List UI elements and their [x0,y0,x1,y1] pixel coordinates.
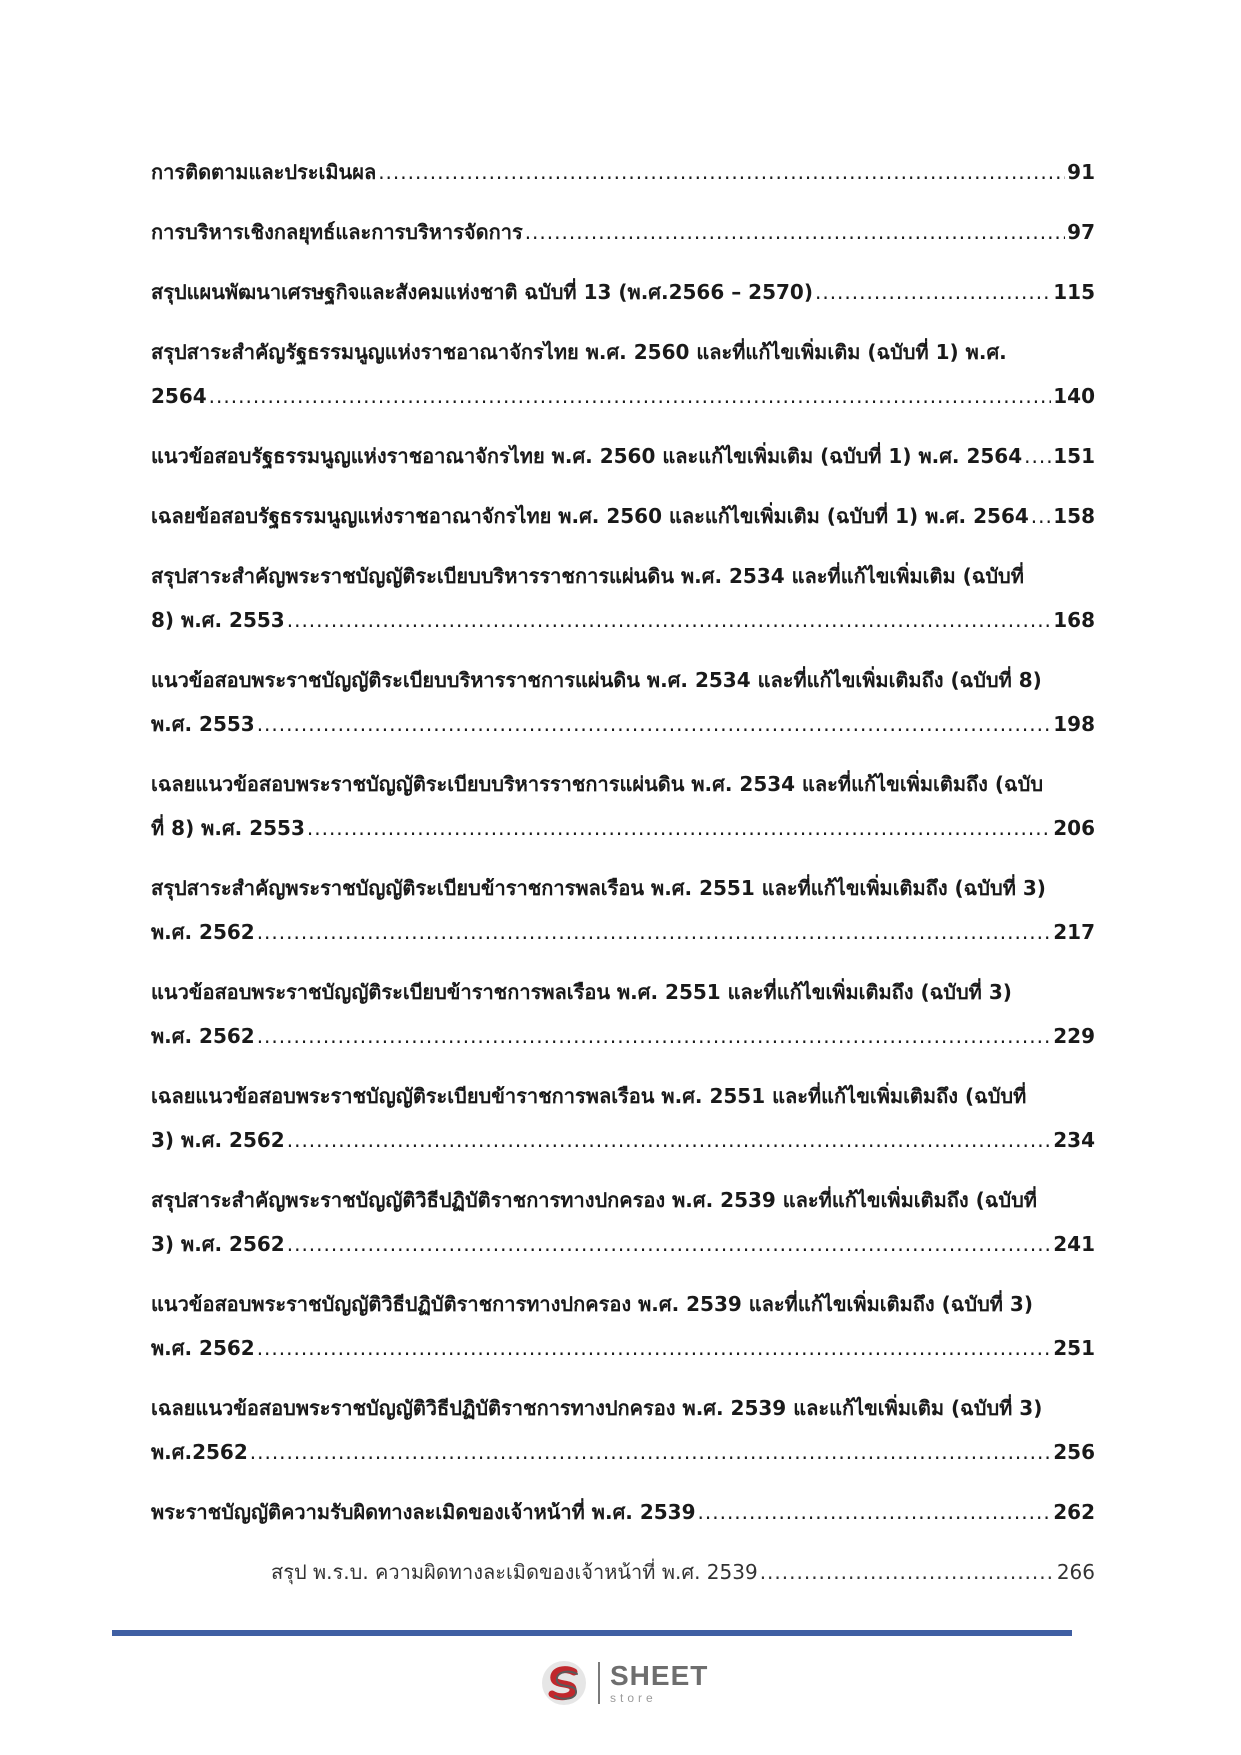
toc-entry[interactable] [151,866,1095,954]
footer-rule [112,1630,1072,1636]
sheet-logo-icon [540,1659,588,1707]
toc-entry-title: พ.ศ. 2562 [151,1336,255,1360]
toc-page-number: 241 [1053,1232,1095,1256]
toc-entry-title: สรุปแผนพัฒนาเศรษฐกิจและสังคมแห่งชาติ ฉบับที่ 13 (พ.ศ.2566 – 2570) [151,280,813,304]
toc-entry-title-line: สรุปสาระสำคัญพระราชบัญญัติระเบียบข้าราชการพลเรือน พ.ศ. 2551 และที่แก้ไขเพิ่มเติมถึง (ฉบับที่ 3) [151,876,1046,900]
toc-page-number: 97 [1067,220,1095,244]
toc-entry[interactable] [151,1386,1095,1474]
toc-entry-title: ที่ 8) พ.ศ. 2553 [151,816,305,840]
toc-entry[interactable] [151,970,1095,1058]
toc-entry[interactable] [151,150,1095,194]
dot-leader [287,598,1052,642]
toc-entry-last-line [151,434,1095,478]
toc-entry[interactable] [151,270,1095,314]
toc-entry[interactable] [151,434,1095,478]
toc-entry-title: พ.ศ. 2553 [151,712,255,736]
dot-leader [1024,434,1051,478]
toc-entry-last-line [151,494,1095,538]
dot-leader [257,910,1052,954]
toc-entry-title: 3) พ.ศ. 2562 [151,1128,285,1152]
dot-leader [287,1222,1052,1266]
toc-entry-last-line [151,1118,1095,1162]
toc-entry-title: พระราชบัญญัติความรับผิดทางละเมิดของเจ้าหน้าที่ พ.ศ. 2539 [151,1500,696,1524]
toc-page-number: 206 [1053,816,1095,840]
toc-entry[interactable] [151,330,1095,418]
toc-entry[interactable] [151,1074,1095,1162]
toc-entry-title: เฉลยข้อสอบรัฐธรรมนูญแห่งราชอาณาจักรไทย พ.ศ. 2560 และแก้ไขเพิ่มเติม (ฉบับที่ 1) พ.ศ. 2564 [151,504,1029,528]
toc-entry[interactable] [151,210,1095,254]
toc-page-number: 115 [1053,280,1095,304]
toc-entry-title: การติดตามและประเมินผล [151,160,377,184]
toc-sub-entry-line [271,1550,1095,1594]
toc-entry-title: พ.ศ. 2562 [151,920,255,944]
dot-leader [287,1118,1052,1162]
toc-entry[interactable] [151,1282,1095,1370]
toc-page-number: 256 [1053,1440,1095,1464]
toc-page-number: 158 [1053,504,1095,528]
toc-page-number: 151 [1053,444,1095,468]
sheet-store-logo [540,1655,708,1711]
dot-leader [378,150,1065,194]
toc-entry-last-line [151,1490,1095,1534]
toc-entry[interactable] [151,658,1095,746]
toc-entry-title-line: แนวข้อสอบพระราชบัญญัติระเบียบข้าราชการพลเรือน พ.ศ. 2551 และที่แก้ไขเพิ่มเติมถึง (ฉบับที่ 3) [151,980,1012,1004]
table-of-contents [151,150,1095,1610]
toc-page-number: 140 [1053,384,1095,408]
dot-leader [760,1550,1055,1594]
toc-page-number: 262 [1053,1500,1095,1524]
toc-entry-title: 3) พ.ศ. 2562 [151,1232,285,1256]
toc-page-number: 251 [1053,1336,1095,1360]
toc-entry[interactable] [151,494,1095,538]
toc-entry-title-line: สรุปสาระสำคัญพระราชบัญญัติวิธีปฏิบัติราชการทางปกครอง พ.ศ. 2539 และที่แก้ไขเพิ่มเติมถึง (ฉบับที่ [151,1188,1037,1212]
toc-entry-title-line: สรุปสาระสำคัญรัฐธรรมนูญแห่งราชอาณาจักรไทย พ.ศ. 2560 และที่แก้ไขเพิ่มเติม (ฉบับที่ 1) พ.ศ. [151,340,1007,364]
dot-leader [257,702,1052,746]
toc-page-number: 217 [1053,920,1095,944]
toc-entry-title-line: เฉลยแนวข้อสอบพระราชบัญญัติระเบียบบริหารราชการแผ่นดิน พ.ศ. 2534 และที่แก้ไขเพิ่มเติมถึง (ฉบับ [151,772,1044,796]
toc-entry-title-line: แนวข้อสอบพระราชบัญญัติวิธีปฏิบัติราชการทางปกครอง พ.ศ. 2539 และที่แก้ไขเพิ่มเติมถึง (ฉบับที่ 3) [151,1292,1033,1316]
toc-entry[interactable] [151,762,1095,850]
toc-entry-title-line: แนวข้อสอบพระราชบัญญัติระเบียบบริหารราชการแผ่นดิน พ.ศ. 2534 และที่แก้ไขเพิ่มเติมถึง (ฉบับที่ 8) [151,668,1042,692]
toc-entry[interactable] [151,1490,1095,1534]
dot-leader [525,210,1065,254]
toc-entry-last-line [151,1326,1095,1370]
toc-page-number: 168 [1053,608,1095,632]
toc-entry-last-line [151,1222,1095,1266]
toc-entry-last-line [151,806,1095,850]
dot-leader [257,1326,1052,1370]
toc-entry-title: 2564 [151,384,207,408]
logo-word: SHEET [610,1660,709,1691]
toc-entry-title-line: เฉลยแนวข้อสอบพระราชบัญญัติวิธีปฏิบัติราชการทางปกครอง พ.ศ. 2539 และแก้ไขเพิ่มเติม (ฉบับที่ 3) [151,1396,1043,1420]
toc-entry-title: พ.ศ. 2562 [151,1024,255,1048]
toc-entry-last-line [151,702,1095,746]
toc-entry-last-line [151,150,1095,194]
dot-leader [209,374,1052,418]
toc-entry-title-line: เฉลยแนวข้อสอบพระราชบัญญัติระเบียบข้าราชการพลเรือน พ.ศ. 2551 และที่แก้ไขเพิ่มเติมถึง (ฉบับที่ [151,1084,1027,1108]
toc-entry-last-line [151,598,1095,642]
toc-entry-last-line [151,1430,1095,1474]
logo-sub-word: store [610,1691,657,1705]
toc-page-number: 198 [1053,712,1095,736]
dot-leader [250,1430,1052,1474]
toc-entry-title: การบริหารเชิงกลยุทธ์และการบริหารจัดการ [151,220,523,244]
toc-entry-last-line [151,910,1095,954]
toc-page-number: 91 [1067,160,1095,184]
toc-entry-last-line [151,210,1095,254]
toc-entry-title: แนวข้อสอบรัฐธรรมนูญแห่งราชอาณาจักรไทย พ.ศ. 2560 และแก้ไขเพิ่มเติม (ฉบับที่ 1) พ.ศ. 2564 [151,444,1023,468]
logo-divider [598,1662,600,1704]
toc-entry-last-line [151,374,1095,418]
dot-leader [698,1490,1052,1534]
toc-entry-last-line [151,270,1095,314]
toc-entry-title: 8) พ.ศ. 2553 [151,608,285,632]
toc-page-number: 266 [1056,1560,1095,1584]
dot-leader [307,806,1051,850]
toc-entry-title-line: สรุปสาระสำคัญพระราชบัญญัติระเบียบบริหารราชการแผ่นดิน พ.ศ. 2534 และที่แก้ไขเพิ่มเติม (ฉบับที่ [151,564,1024,588]
toc-entry-title: พ.ศ.2562 [151,1440,248,1464]
toc-sub-entry-title: สรุป พ.ร.บ. ความผิดทางละเมิดของเจ้าหน้าที่ พ.ศ. 2539 [271,1560,758,1584]
toc-page-number: 234 [1053,1128,1095,1152]
toc-entry[interactable] [151,1178,1095,1266]
dot-leader [1031,494,1051,538]
dot-leader [815,270,1051,314]
toc-page-number: 229 [1053,1024,1095,1048]
toc-entry-last-line [151,1014,1095,1058]
toc-entry[interactable] [151,554,1095,642]
toc-sub-entry[interactable] [151,1550,1095,1594]
dot-leader [257,1014,1052,1058]
